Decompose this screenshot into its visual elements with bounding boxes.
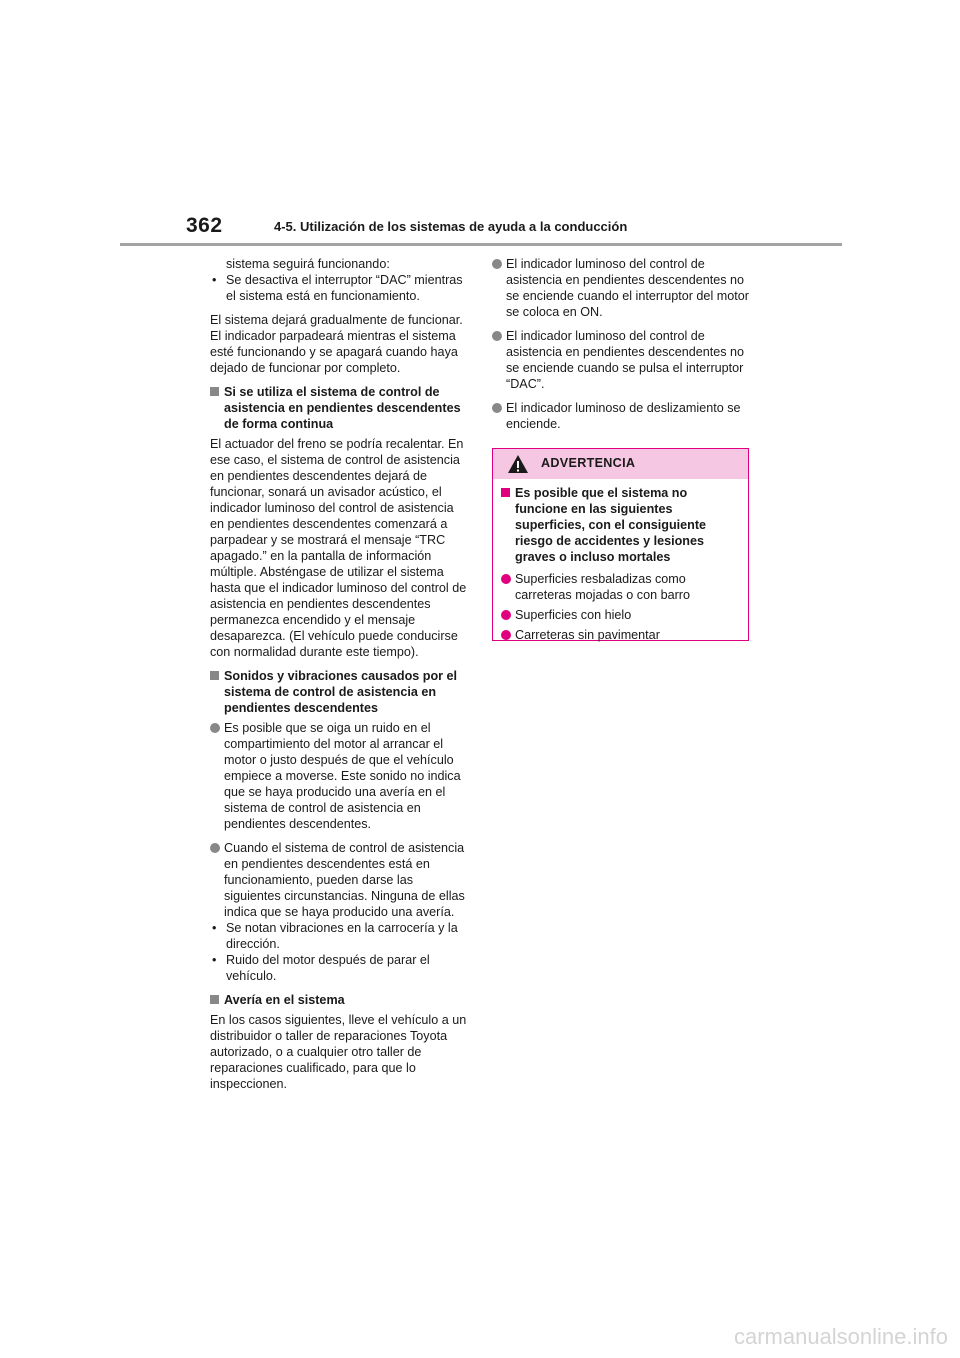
square-bullet-icon: [210, 995, 219, 1004]
section-heading: [210, 992, 468, 1008]
warning-header: [493, 449, 748, 479]
list-item: [492, 400, 752, 432]
left-column: [210, 256, 468, 1100]
warning-triangle-icon: [507, 454, 529, 474]
dash-item: • Se notan vibraciones en la carrocería y la dirección.: [210, 920, 468, 952]
list-item-text: El indicador luminoso del control de asistencia en pendientes descendentes no se enciende cuando el interruptor del motor se coloca en ON.: [506, 257, 749, 319]
paragraph: El sistema dejará gradualmente de funcionar. El indicador parpadeará mientras el sistema esté funcionando y se apagará cuando haya dejado de funcionar por completo.: [210, 313, 463, 375]
list-item-text: Superficies resbaladizas como carreteras mojadas o con barro: [515, 572, 690, 602]
heading-text: Es posible que el sistema no funcione en las siguientes superficies, con el consiguiente riesgo de accidentes y lesiones graves o incluso mortales: [515, 486, 707, 564]
page-header: [120, 214, 842, 248]
list-item: [210, 840, 468, 984]
list-item: [210, 720, 468, 832]
warning-list-item: [501, 607, 740, 623]
circle-bullet-icon: [492, 331, 502, 341]
intro-text: sistema seguirá funcionando:: [226, 257, 390, 271]
warning-heading: [501, 485, 740, 565]
warning-box: [492, 448, 749, 641]
section-heading: [210, 668, 468, 716]
square-bullet-icon: [210, 387, 219, 396]
list-item-text: Carreteras sin pavimentar: [515, 628, 660, 642]
watermark: carmanualsonline.info: [733, 1324, 948, 1349]
section-heading: [210, 384, 468, 432]
list-item: [492, 328, 752, 392]
circle-bullet-icon: [492, 259, 502, 269]
circle-bullet-icon: [501, 574, 511, 584]
circle-bullet-icon: [501, 610, 511, 620]
header-rule: [120, 243, 842, 246]
list-item-text: El indicador luminoso del control de asistencia en pendientes descendentes no se enciende cuando se pulsa el interruptor “DAC”.: [506, 329, 745, 391]
page-number: 362: [186, 214, 223, 237]
warning-list-item: [501, 571, 740, 603]
circle-bullet-icon: [501, 630, 511, 640]
section-title: 4-5. Utilización de los sistemas de ayuda a la conducción: [274, 219, 628, 234]
list-item-text: Es posible que se oiga un ruido en el compartimiento del motor al arrancar el motor o justo después de que el vehículo empiece a moverse. Este sonido no indica que se haya producido una avería en el sistema de control de asistencia en pendientes descendentes.: [224, 721, 461, 831]
warning-list-item: [501, 627, 740, 643]
circle-bullet-icon: [210, 723, 220, 733]
square-bullet-icon: [501, 488, 510, 497]
circle-bullet-icon: [492, 403, 502, 413]
list-item-text: Superficies con hielo: [515, 608, 632, 622]
paragraph: En los casos siguientes, lleve el vehículo a un distribuidor o taller de reparaciones Toyota autorizado, o a cualquier otro taller de reparaciones cualificado, para que lo inspeccionen.: [210, 1013, 467, 1091]
dash-item: • Se desactiva el interruptor “DAC” mientras el sistema está en funcionamiento.: [210, 272, 468, 304]
list-item-text: Cuando el sistema de control de asistencia en pendientes descendentes está en funcionamiento, pueden darse las siguientes circunstancias. Ninguna de ellas indica que se haya producido una avería.: [224, 841, 465, 919]
right-column: [492, 256, 752, 440]
warning-body: [493, 479, 748, 643]
dash-item: • Ruido del motor después de parar el vehículo.: [210, 952, 468, 984]
heading-text: Si se utiliza el sistema de control de asistencia en pendientes descendentes de forma continua: [224, 385, 461, 431]
heading-text: Sonidos y vibraciones causados por el sistema de control de asistencia en pendientes descendentes: [224, 669, 458, 715]
paragraph: El actuador del freno se podría recalentar. En ese caso, el sistema de control de asistencia en pendientes descendentes dejará de funcionar, sonará un avisador acústico, el indicador luminoso del control de asistencia en pendientes descendentes comenzará a parpadear y se mostrará el mensaje “TRC apagado.” en la pantalla de información múltiple. Absténgase de utilizar el sistema hasta que el indicador luminoso del control de asistencia en pendientes descendentes permanezca encendido y el mensaje desaparezca. (El vehículo puede conducirse con normalidad durante este tiempo).: [210, 437, 467, 659]
heading-text: Avería en el sistema: [224, 993, 345, 1007]
list-item: [492, 256, 752, 320]
circle-bullet-icon: [210, 843, 220, 853]
warning-title: ADVERTENCIA: [541, 456, 636, 470]
square-bullet-icon: [210, 671, 219, 680]
list-item-text: El indicador luminoso de deslizamiento se enciende.: [506, 401, 741, 431]
